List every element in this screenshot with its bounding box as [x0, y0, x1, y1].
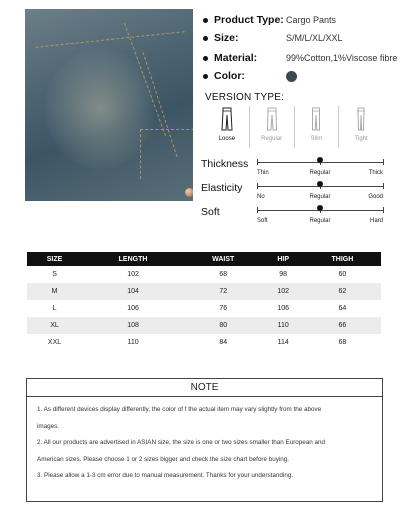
scale-marker [317, 181, 323, 187]
version-type-label: Loose [218, 136, 236, 142]
scale-label: Soft [257, 218, 268, 224]
pants-icon [263, 106, 281, 132]
spec-value: S/M/L/XL/XXL [286, 33, 343, 43]
scale-label: Regular [309, 170, 331, 176]
spec-material [203, 50, 397, 66]
size-chart-table [27, 252, 381, 351]
table-cell: XXL [47, 339, 62, 346]
scale-label: Thick [368, 170, 383, 176]
table-row [27, 300, 381, 317]
version-type-label: Regular [261, 136, 283, 142]
version-type-regular [250, 106, 295, 148]
note-line: 2. All our products are advertised in ASIAN size, the size is one or two sizes smaller than European and [37, 439, 326, 446]
scale-label: Good [368, 194, 383, 200]
table-row [27, 266, 381, 283]
spec-product-type [203, 12, 336, 28]
pants-icon [218, 106, 236, 132]
note-line: 3. Please allow a 1-3 cm error due to manual measurement. Thanks for your understanding. [37, 472, 294, 479]
table-cell: 106 [277, 305, 290, 312]
scale-title: Elasticity [201, 182, 243, 194]
table-cell: 66 [304, 317, 381, 334]
version-type-label: Slim [310, 136, 323, 142]
table-cell: 62 [304, 283, 381, 300]
table-cell: L [52, 305, 57, 312]
scale-label: Thin [257, 170, 269, 176]
note-line: images. [37, 422, 60, 430]
table-cell: 104 [82, 283, 184, 300]
version-type-list [205, 106, 383, 148]
table-cell: 72 [184, 283, 263, 300]
version-type-tight [339, 106, 383, 148]
table-cell: 64 [338, 305, 347, 312]
table-cell: 98 [279, 271, 288, 278]
spec-key: Size: [214, 32, 239, 44]
scale-title: Thickness [201, 158, 249, 170]
table-cell: 80 [184, 317, 263, 334]
scale-label: No [257, 194, 265, 200]
table-row [27, 334, 381, 351]
table-cell: 76 [219, 305, 228, 312]
scale-marker [317, 205, 323, 211]
pants-icon [352, 106, 370, 132]
version-type-label: Tight [354, 136, 368, 142]
note-body [27, 397, 382, 485]
table-header: HIP [262, 252, 303, 266]
version-type-title: VERSION TYPE: [205, 92, 285, 103]
table-cell: 102 [262, 283, 303, 300]
rivet-icon [185, 188, 193, 197]
table-cell: 60 [338, 271, 347, 278]
scale-label: Regular [309, 218, 331, 224]
table-cell: M [27, 283, 82, 300]
table-cell: 106 [127, 305, 139, 312]
table-cell: 84 [219, 339, 228, 346]
color-swatch [286, 71, 297, 82]
table-cell: 102 [127, 271, 139, 278]
table-cell: S [52, 271, 57, 278]
scale-label: Hard [369, 218, 383, 224]
note-line: American sizes. Please choose 1 or 2 sizes bigger and check the size chart before buying. [37, 455, 290, 463]
table-cell: 110 [127, 339, 139, 346]
table-cell: 114 [277, 339, 289, 346]
table-cell: 68 [219, 271, 228, 278]
table-cell: 108 [82, 317, 184, 334]
scale-marker [317, 157, 323, 163]
table-header: LENGTH [82, 252, 184, 266]
spec-value: Cargo Pants [286, 15, 337, 25]
note-box [26, 378, 383, 502]
spec-key: Material: [214, 52, 258, 64]
scale-title: Soft [201, 206, 220, 218]
table-header: WAIST [184, 252, 263, 266]
spec-value: 99%Cotton,1%Viscose fibre [286, 53, 398, 63]
spec-key: Product Type: [214, 14, 284, 26]
table-cell: XL [27, 317, 82, 334]
version-type-slim [295, 106, 340, 148]
note-title: NOTE [27, 379, 382, 397]
product-photo [25, 9, 193, 201]
version-type-loose [205, 106, 250, 148]
table-header: SIZE [27, 252, 82, 266]
table-cell: 110 [262, 317, 303, 334]
spec-size [203, 30, 343, 46]
table-row [27, 317, 381, 334]
note-line: 1. As different devices display differently, the color of f the actual item may vary slightly from the above [37, 406, 322, 413]
table-row [27, 283, 381, 300]
spec-key: Color: [214, 70, 245, 82]
table-header: THIGH [304, 252, 381, 266]
spec-color [203, 68, 297, 84]
pants-icon [307, 106, 325, 132]
scale-label: Regular [309, 194, 331, 200]
table-cell: 68 [338, 339, 347, 346]
